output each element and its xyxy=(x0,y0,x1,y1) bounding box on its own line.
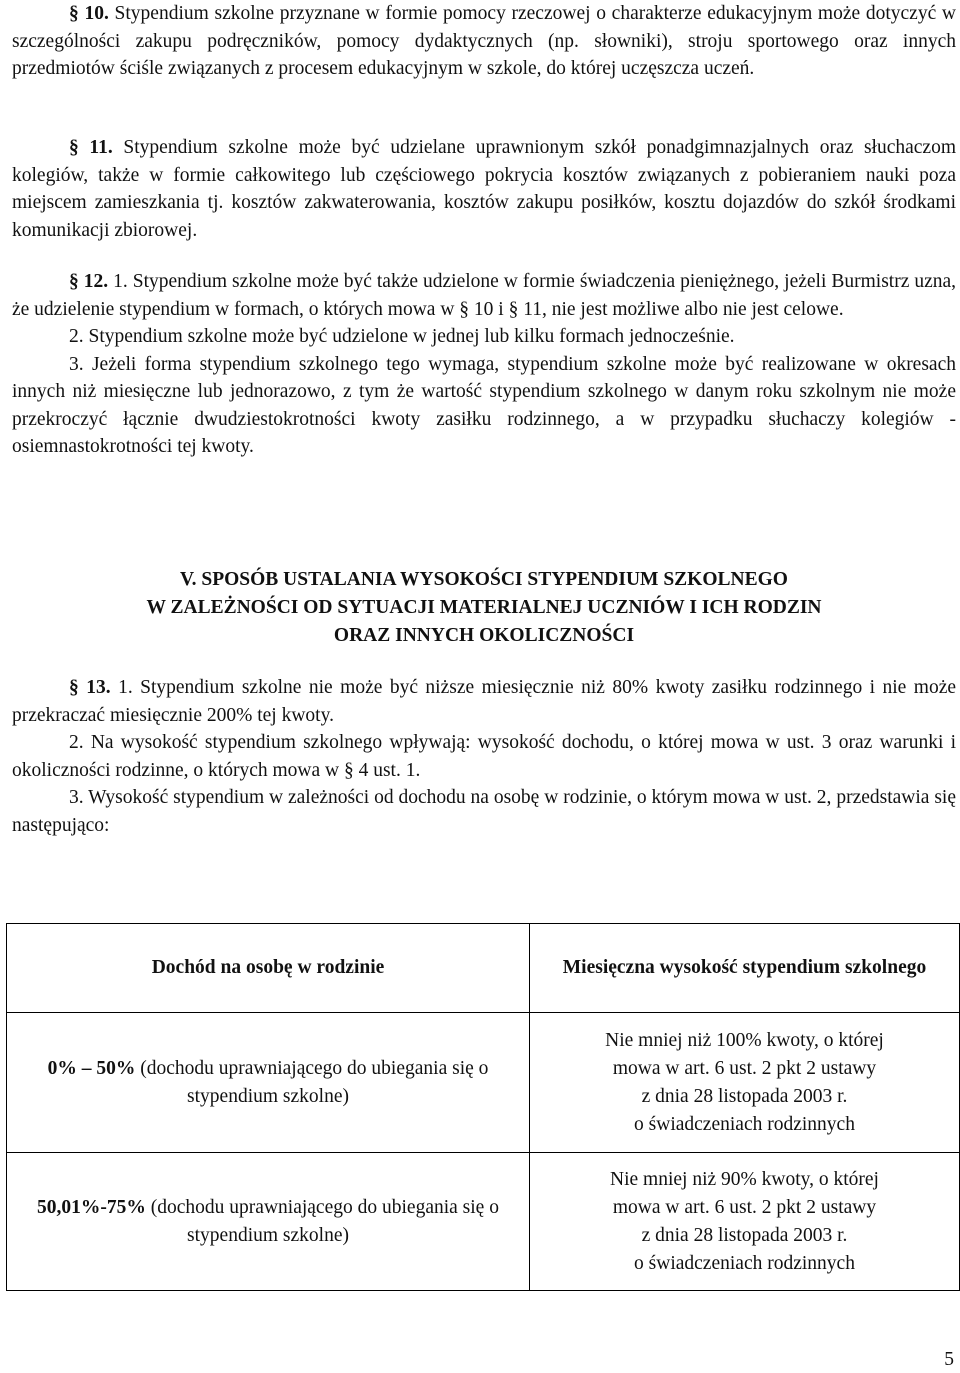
paragraph-11 xyxy=(12,134,956,244)
paragraph-13 xyxy=(12,674,956,839)
section-number: § 13. xyxy=(69,677,111,698)
amount-cell xyxy=(530,1013,960,1153)
table-header-row xyxy=(7,924,960,1013)
income-range: 0% – 50% xyxy=(47,1057,136,1079)
heading-line: ORAZ INNYCH OKOLICZNOŚCI xyxy=(333,625,635,646)
item-text: 3. Jeżeli forma stypendium szkolnego tego wymaga, stypendium szkolne może być realizowane w okresach innych niż miesięczne lub jednorazowo, z tym że wartość stypendium szkolnego w danym roku szkolnym nie może przekroczyć łącznie dwudziestokrotności kwoty zasiłku rodzinnego, a w przypadku słuchaczy kolegiów - osiemnastokrotności tej kwoty. xyxy=(12,353,956,457)
income-note: (dochodu uprawniającego do ubiegania się o stypendium szkolne) xyxy=(140,1057,489,1107)
paragraph-text: Stypendium szkolne przyznane w formie pomocy rzeczowej o charakterze edukacyjnym może dotyczyć w szczególności zakupu podręczników, pomocy dydaktycznych (np. słowniki), stroju sportowego oraz innych przedmiotów ściśle związanych z procesem edukacyjnym w szkole, do której uczęszcza uczeń. xyxy=(12,3,957,79)
paragraph-13-item-1 xyxy=(12,674,956,729)
table-row xyxy=(7,1013,960,1153)
chapter-heading xyxy=(12,566,956,650)
paragraph-text: Stypendium szkolne może być udzielane uprawnionym szkół ponadgimnazjalnych oraz słuchaczom kolegiów, także w formie całkowitego lub częściowego pokrycia kosztów związanych z pobieraniem nauki poza miejscem zamieszkania tj. kosztów zakwaterowania, kosztów zakupu posiłków, kosztu dojazdów do szkół środkami komunikacji zbiorowej. xyxy=(12,137,956,241)
paragraph-12-item-3 xyxy=(12,351,956,461)
section-number: § 10. xyxy=(69,3,109,24)
amount-line: z dnia 28 listopada 2003 r. xyxy=(641,1085,848,1107)
amount-line: mowa w art. 6 ust. 2 pkt 2 ustawy xyxy=(612,1057,877,1079)
amount-line: o świadczeniach rodzinnych xyxy=(634,1113,855,1135)
amount-line: mowa w art. 6 ust. 2 pkt 2 ustawy xyxy=(612,1196,877,1218)
amount-cell xyxy=(530,1153,960,1291)
paragraph-10 xyxy=(12,0,956,83)
item-text: 2. Na wysokość stypendium szkolnego wpływają: wysokość dochodu, o której mowa w ust. 3 oraz warunki i okoliczności rodzinne, o których mowa w § 4 ust. 1. xyxy=(12,732,956,781)
item-text: 1. Stypendium szkolne nie może być niższe miesięcznie niż 80% kwoty zasiłku rodzinnego i nie może przekraczać miesięcznie 200% tej kwoty. xyxy=(12,677,957,726)
heading-line: V. SPOSÓB USTALANIA WYSOKOŚCI STYPENDIUM SZKOLNEGO xyxy=(180,569,788,590)
heading-line: W ZALEŻNOŚCI OD SYTUACJI MATERIALNEJ UCZNIÓW I ICH RODZIN xyxy=(146,597,822,618)
header-amount: Miesięczna wysokość stypendium szkolnego xyxy=(530,924,960,1013)
section-number: § 12. xyxy=(69,271,109,292)
income-cell xyxy=(7,1153,530,1291)
section-number: § 11. xyxy=(69,137,113,158)
page-number: 5 xyxy=(944,1349,954,1370)
amount-line: Nie mniej niż 100% kwoty, o której xyxy=(605,1029,884,1051)
income-note: (dochodu uprawniającego do ubiegania się o stypendium szkolne) xyxy=(150,1196,499,1246)
header-income: Dochód na osobę w rodzinie xyxy=(7,924,530,1013)
paragraph-13-item-2 xyxy=(12,729,956,784)
item-text: 2. Stypendium szkolne może być udzielone w jednej lub kilku formach jednocześnie. xyxy=(69,326,735,347)
item-text: 3. Wysokość stypendium w zależności od dochodu na osobę w rodzinie, o którym mowa w ust. 2, przedstawia się następująco: xyxy=(12,787,956,836)
paragraph-12-item-1 xyxy=(12,268,956,323)
amount-line: z dnia 28 listopada 2003 r. xyxy=(641,1224,848,1246)
paragraph-12 xyxy=(12,268,956,461)
table-row xyxy=(7,1153,960,1291)
income-cell xyxy=(7,1013,530,1153)
scholarship-table xyxy=(6,923,960,1291)
paragraph-13-item-3 xyxy=(12,784,956,839)
paragraph-12-item-2 xyxy=(12,323,956,351)
amount-line: o świadczeniach rodzinnych xyxy=(634,1252,855,1274)
income-range: 50,01%-75% xyxy=(37,1196,146,1218)
item-text: 1. Stypendium szkolne może być także udzielone w formie świadczenia pieniężnego, jeżeli Burmistrz uzna, że udzielenie stypendium w formach, o których mowa w § 10 i § 11, nie jest możliwe albo nie jest celowe. xyxy=(12,271,957,320)
amount-line: Nie mniej niż 90% kwoty, o której xyxy=(610,1168,879,1190)
